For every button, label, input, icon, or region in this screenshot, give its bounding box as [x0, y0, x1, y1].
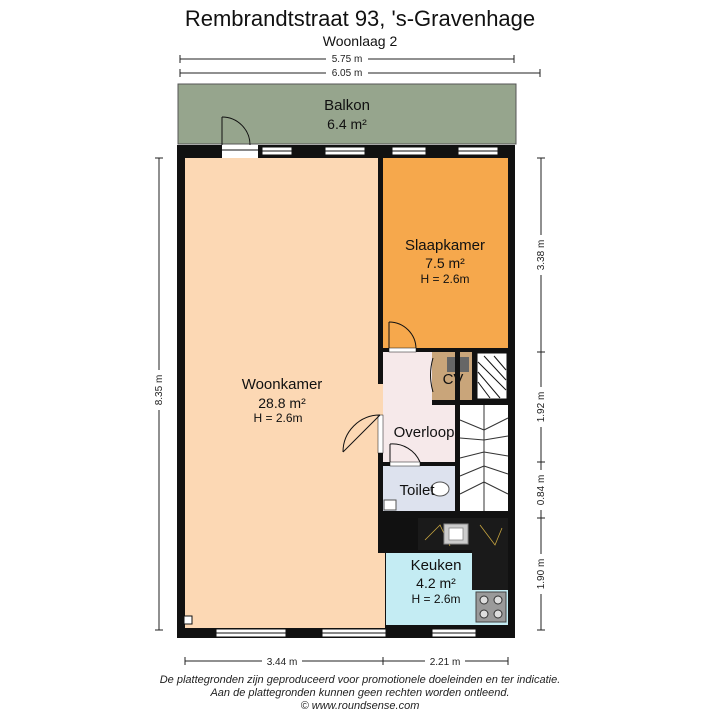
dimension-right-4: 1.90 m	[536, 558, 547, 590]
keuken-height: H = 2.6m	[411, 592, 461, 606]
keuken-name: Keuken	[410, 557, 462, 574]
dimension-bottom-2: 2.21 m	[429, 657, 461, 668]
floor-label: Woonlaag 2	[322, 33, 398, 49]
dimension-right-2: 1.92 m	[536, 391, 547, 423]
dimension-right-3: 0.84 m	[536, 474, 547, 506]
slaapkamer-name: Slaapkamer	[404, 237, 486, 254]
balkon-name: Balkon	[324, 97, 370, 114]
woonkamer-name: Woonkamer	[241, 376, 323, 393]
slaapkamer-area-value: 7.5 m²	[425, 255, 465, 271]
dimension-bottom-1: 3.44 m	[266, 657, 298, 668]
keuken-area-value: 4.2 m²	[416, 575, 456, 591]
dimension-left-value: 8.35 m	[154, 374, 165, 406]
stove-icon	[476, 592, 506, 622]
dimension-top-inner: 5.75 m	[331, 54, 363, 65]
balkon-area	[178, 84, 516, 144]
balkon-area-value: 6.4 m²	[327, 116, 367, 132]
dimension-top-outer: 6.05 m	[331, 68, 363, 79]
plan-title: Rembrandtstraat 93, 's-Gravenhage	[184, 6, 536, 31]
woonkamer-height: H = 2.6m	[253, 411, 303, 425]
copyright: © www.roundsense.com	[300, 700, 420, 712]
disclaimer-line-2: Aan de plattegronden kunnen geen rechten worden ontleend.	[210, 687, 510, 699]
dimension-right-1: 3.38 m	[536, 239, 547, 271]
woonkamer-area-value: 28.8 m²	[258, 395, 306, 411]
toilet-name: Toilet	[399, 482, 435, 499]
overloop-name: Overloop	[393, 424, 455, 441]
cv-name: CV	[442, 371, 464, 388]
disclaimer-line-1: De plattegronden zijn geproduceerd voor promotionele doeleinden en ter indicatie.	[159, 674, 561, 686]
slaapkamer-height: H = 2.6m	[420, 272, 470, 286]
